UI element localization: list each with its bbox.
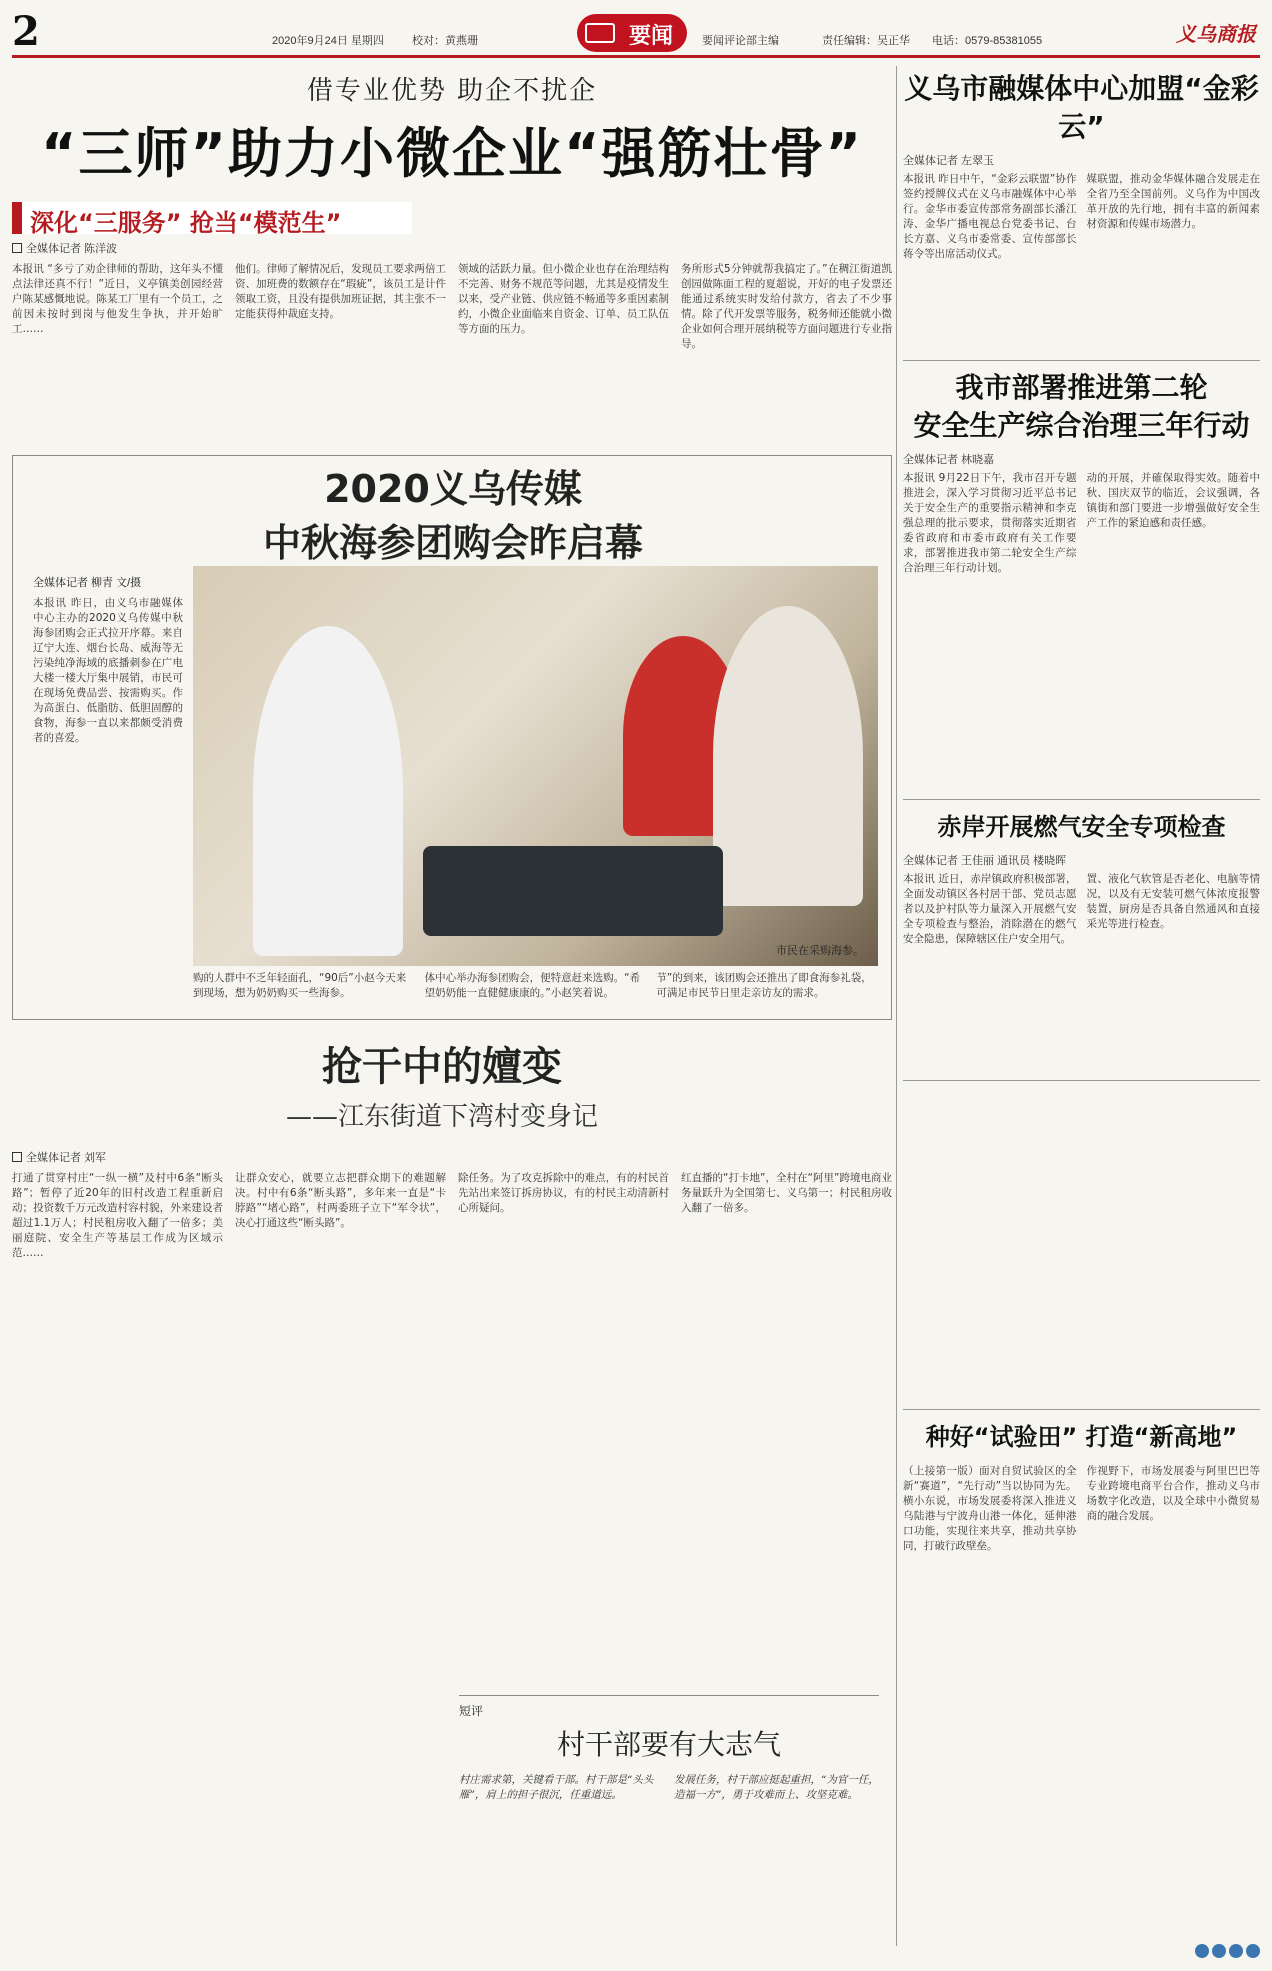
village-col-4: 红直播的“打卡地”，全村在“阿里”跨境电商业务量跃升为全国第七、义乌第一；村民租房收入翻了一倍多。 — [681, 1172, 892, 1214]
issue-date: 2020年9月24日 星期四 — [272, 35, 384, 47]
right-column — [903, 70, 1260, 1844]
page-dot-icon — [1195, 1944, 1209, 1958]
lead-col-2: 他们。律师了解情况后，发现员工要求两倍工资、加班费的数额存在“瑕疵”，该员工是计件领取工资，且没有提供加班证据，其主张不一定能获得仲裁庭支持。 — [235, 263, 446, 320]
proofreader: 校对：黄燕珊 — [412, 35, 478, 47]
section-logo-icon — [585, 23, 615, 43]
column-divider — [896, 66, 897, 1946]
byline-icon — [12, 1152, 22, 1162]
photo-sea-cucumber-tray — [423, 846, 723, 936]
section-label: 要闻 — [628, 24, 673, 49]
photo-figure-customer-2 — [713, 606, 863, 906]
village-col-1: 打通了贯穿村庄“一纵一横”及村中6条“断头路”；暂停了近20年的旧村改造工程重新启动；投资数千万元改造村容村貌，外来建设者超过1.1万人；村民租房收入翻了一倍多；美丽庭院、安全生产等基层工作成为区域示范…… — [12, 1172, 223, 1259]
photo-figure-seller — [253, 626, 403, 956]
feature-photo — [193, 566, 878, 966]
feature-title-line-1: 2020义乌传媒 — [324, 467, 582, 511]
page-number: 2 — [12, 8, 40, 55]
story-b-col-1: 本报讯 9月22日下午，我市召开专题推进会，深入学习贯彻习近平总书记关于安全生产的重要指示精神和李克强总理的批示要求，贯彻落实近期省委省政府和市委市政府有关工作要求，部署推进我市第二轮安全生产综合治理三年行动计划。 — [903, 472, 1077, 574]
feature-byline: 全媒体记者 柳青 文/摄 — [33, 577, 142, 589]
masthead — [12, 8, 1260, 58]
village-col-2: 让群众安心，就要立志把群众期下的难题解决。村中有6条“断头路”，多年来一直是“卡脖路”“堵心路”，村两委班子立下“军令状”，决心打通这些“断头路”。 — [235, 1172, 446, 1229]
story-d-col-1: （上接第一版）面对自贸试验区的全新“赛道”，“先行动”当以协同为先。横小东说，市场发展委将深入推进义乌陆港与宁波舟山港一体化，延伸港口功能，实现往来共享，推动共享协同，打破行政壁垒。 — [903, 1465, 1077, 1552]
story-d-title: 种好“试验田” 打造“新高地” — [925, 1423, 1238, 1451]
commentary-body — [459, 1773, 879, 1803]
lead-story — [12, 70, 892, 482]
lead-col-4: 务所形式5分钟就帮我搞定了。”在稠江街道凯创园做陈面工程的夏超说，开好的电子发票还能通过系统实时发给付款方，省去了不少事情。除了代开发票等服务，税务师还能就小微企业如何合理开展纳税等方面问题进行专业指导。 — [681, 263, 892, 350]
photo-caption: 市民在采购海参。 — [776, 944, 864, 957]
story-a-byline: 全媒体记者 左翠玉 — [903, 155, 995, 167]
village-col-3: 除任务。为了攻克拆除中的难点，有的村民首先站出来签订拆房协议，有的村民主动清新村心所疑问。 — [458, 1172, 669, 1214]
village-story-title: 抢干中的嬗变 — [322, 1044, 562, 1090]
story-continued — [903, 1121, 1260, 1401]
feature-box — [12, 455, 892, 1020]
feature-bottom-col-2: 体中心举办海参团购会，便特意赶来选购。“希望奶奶能一直健健康康的。”小赵笑着说。 — [424, 972, 641, 999]
page-dots — [1192, 1944, 1260, 1961]
story-a-col-2: 媒联盟，推动金华媒体融合发展走在全省乃至全国前列。义乌作为中国改革开放的先行地，拥有丰富的新闻素材资源和传媒市场潜力。 — [1086, 173, 1260, 230]
page-dot-icon — [1212, 1944, 1226, 1958]
story-c-col-2: 置、液化气软管是否老化、电脑等情况，以及有无安装可燃气体浓度报警装置，厨房是否具备自然通风和直接采光等进行检查。 — [1086, 873, 1260, 930]
feature-bottom-col-3: 节”的到来，该团购会还推出了即食海参礼袋，可满足市民节日里走亲访友的需求。 — [656, 972, 872, 999]
responsible-editor: 责任编辑：吴正华 — [822, 35, 910, 47]
story-b-title — [903, 369, 1260, 445]
lead-byline: 全媒体记者 陈洋波 — [12, 240, 892, 256]
lead-body — [12, 262, 892, 482]
separator — [903, 1409, 1260, 1410]
page-dot-icon — [1246, 1944, 1260, 1958]
editor-note: 要闻评论部主编 — [702, 35, 779, 47]
story-b-byline: 全媒体记者 林晓嘉 — [903, 454, 995, 466]
feature-title — [13, 462, 893, 570]
story-a-title: 义乌市融媒体中心加盟“金彩云” — [904, 72, 1259, 143]
feature-title-line-2: 中秋海参团购会昨启幕 — [262, 521, 643, 565]
village-story-subtitle: ——江东街道下湾村变身记 — [285, 1102, 598, 1132]
feature-left-text: 本报讯 昨日，由义乌市融媒体中心主办的2020义乌传媒中秋海参团购会正式拉开序幕。来自辽宁大连、烟台长岛、威海等无污染纯净海域的底播刺参在广电大楼一楼大厅集中展销，市民可在现场免费品尝、按需购买。作为高蛋白、低脂肪、低胆固醇的食物，海参一直以来都颇受消费者的喜爱。 — [33, 597, 183, 744]
feature-bottom-col-1: 购的人群中不乏年轻面孔，“90后”小赵今天来到现场，想为奶奶购买一些海参。 — [193, 972, 407, 999]
story-a-col-1: 本报讯 昨日中午，“金彩云联盟”协作签约授牌仪式在义乌市融媒体中心举行。金华市委宣传部常务副部长潘江涛、金华广播电视总台党委书记、台长方嘉、义乌市委常委、宣传部部长蒋令等出席活动仪式。 — [903, 173, 1077, 260]
commentary-col-2: 发展任务，村干部应挺起重担，“为官一任，造福一方”，勇于攻难而上、攻坚克难。 — [674, 1774, 879, 1801]
phone: 电话：0579-85381055 — [932, 35, 1043, 47]
feature-bottom-text — [193, 971, 878, 1001]
story-d-body — [903, 1464, 1260, 1844]
page-dot-icon — [1229, 1944, 1243, 1958]
story-b-title-line-2: 安全生产综合治理三年行动 — [913, 409, 1250, 442]
story-c-body — [903, 872, 1260, 1072]
lead-col-1: 本报讯 “多亏了劝企律师的帮助，这年头不懂点法律还真不行！”近日，义亭镇美创园经营户陈某感慨地说。陈某工厂里有一个员工，之前因未按时到岗与他发生争执，并开始旷工…… — [12, 263, 223, 335]
commentary-label: 短评 — [459, 1704, 484, 1718]
separator — [903, 799, 1260, 800]
commentary-box — [459, 1695, 879, 1971]
series-banner: 深化“三服务” 抢当“模范生” — [12, 202, 412, 234]
story-b-col-2: 动的开展，并確保取得实效。随着中秋、国庆双节的临近，会议强调，各镇街和部门要进一步增强做好安全生产工作的紧迫感和责任感。 — [1086, 472, 1260, 529]
separator — [903, 360, 1260, 361]
paper-name: 义乌商报 — [1176, 22, 1256, 46]
village-story-byline: 全媒体记者 刘军 — [12, 1149, 892, 1165]
commentary-title: 村干部要有大志气 — [556, 1728, 781, 1761]
byline-icon — [12, 243, 22, 253]
village-story — [12, 1035, 892, 1801]
story-c-col-1: 本报讯 近日，赤岸镇政府积极部署，全面发动镇区各村居干部、党员志愿者以及护村队等力量深入开展燃气安全专项检查与整治，消除潜在的燃气安全隐患，保障辖区住户安全用气。 — [903, 873, 1077, 945]
story-c-byline: 全媒体记者 王佳丽 通讯员 楼晓晖 — [903, 855, 1067, 867]
commentary-col-1: 村庄需求第，关键看干部。村干部是“头头雁”，肩上的担子很沉，任重道远。 — [459, 1774, 654, 1801]
lead-kicker: 借专业优势 助企不扰企 — [306, 76, 598, 106]
village-story-body — [12, 1171, 892, 1371]
story-c-title: 赤岸开展燃气安全专项检查 — [937, 813, 1226, 841]
story-a-body — [903, 172, 1260, 352]
section-badge — [577, 14, 687, 52]
story-b-title-line-1: 我市部署推进第二轮 — [955, 371, 1208, 404]
story-d-col-2: 作视野下，市场发展委与阿里巴巴等专业跨境电商平台合作，推动义乌市场数字化改造，以及全球中小微贸易商的融合发展。 — [1086, 1465, 1260, 1522]
lead-title: “三师”助力小微企业“强筋壮骨” — [41, 122, 863, 185]
story-b-body — [903, 471, 1260, 791]
separator — [903, 1080, 1260, 1081]
lead-col-3: 领域的活跃力量。但小微企业也存在治理结构不完善、财务不规范等问题，尤其是疫情发生以来，受产业链、供应链不畅通等多重因素制约，小微企业面临来自资金、订单、员工队伍等方面的压力。 — [458, 263, 669, 335]
